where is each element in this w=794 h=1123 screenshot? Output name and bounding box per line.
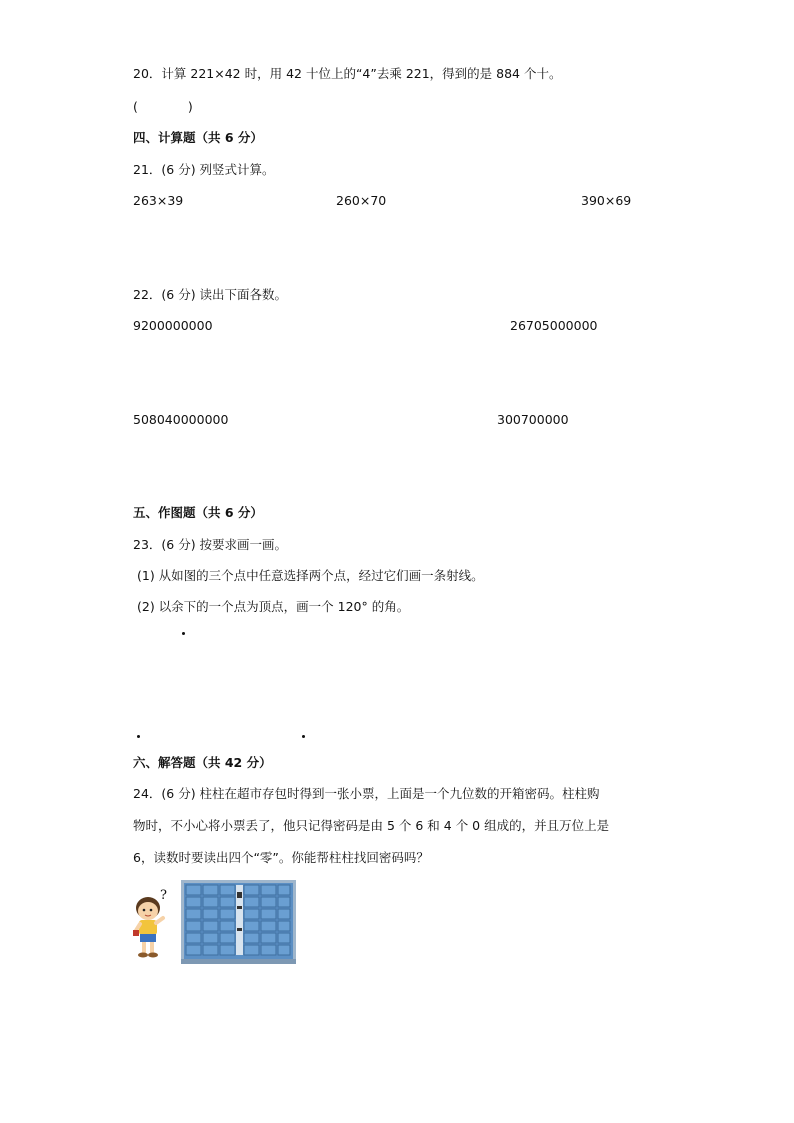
q23-step-2: (2) 以余下的一个点为顶点，画一个 120° 的角。 [137,599,410,614]
section-6-title: 六、解答题（共 42 分） [133,755,272,770]
q20-answer-blank[interactable]: ( ) [133,99,193,114]
q22-number-1: 9200000000 [133,318,213,333]
q21-prompt: 21．(6 分) 列竖式计算。 [133,162,275,177]
point-top[interactable] [182,632,185,635]
q22-number-2: 26705000000 [510,318,598,333]
boy-icon [130,888,178,960]
locker-icon [181,880,296,964]
q24-line-3: 6，读数时要读出四个“零”。你能帮柱柱找回密码吗？ [133,850,429,865]
q21-item-3: 390×69 [581,193,632,208]
q22-number-3: 508040000000 [133,412,229,427]
point-bottom-right[interactable] [302,735,305,738]
section-4-title: 四、计算题（共 6 分） [133,130,263,145]
q24-line-1: 24．(6 分) 柱柱在超市存包时得到一张小票，上面是一个九位数的开箱密码。柱柱购 [133,786,600,801]
section-5-title: 五、作图题（共 6 分） [133,505,263,520]
question-mark-glyph: ? [160,888,167,903]
locker-illustration [181,880,296,968]
q23-prompt: 23．(6 分) 按要求画一画。 [133,537,288,552]
q22-prompt: 22．(6 分) 读出下面各数。 [133,287,288,302]
q24-line-2: 物时，不小心将小票丢了，他只记得密码是由 5 个 6 和 4 个 0 组成的，并且万位上是 [133,818,610,833]
boy-illustration [130,888,178,960]
q22-number-4: 300700000 [497,412,569,427]
q21-item-2: 260×70 [336,193,387,208]
q23-step-1: (1) 从如图的三个点中任意选择两个点，经过它们画一条射线。 [137,568,484,583]
q21-item-1: 263×39 [133,193,184,208]
point-bottom-left[interactable] [137,735,140,738]
q20-text: 20．计算 221×42 时，用 42 十位上的“4”去乘 221，得到的是 884 个十。 [133,66,562,81]
